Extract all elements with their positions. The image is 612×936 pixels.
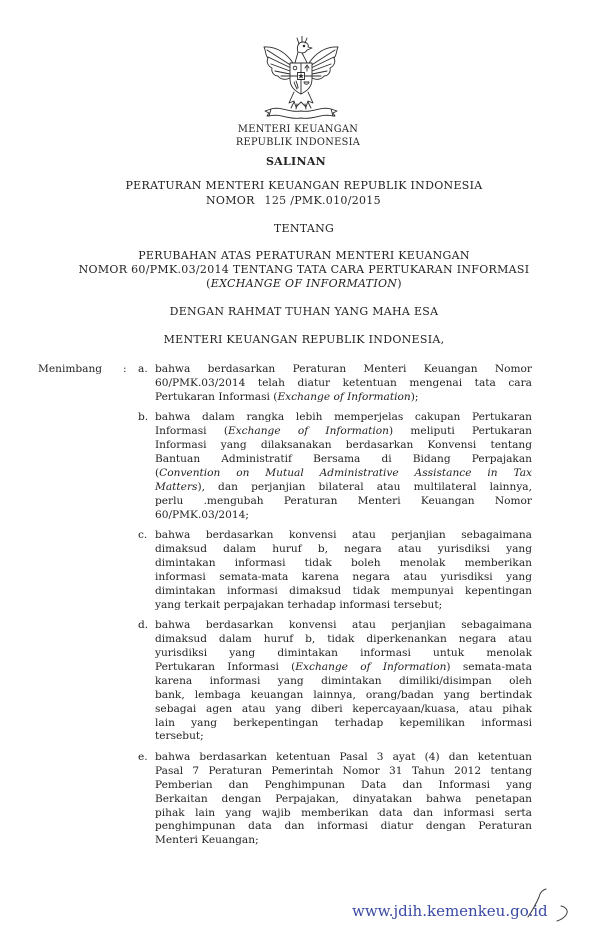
text-line: informasi semata-mata karena negara atau yurisdiksi yang xyxy=(155,570,532,583)
italic-term: Convention on Mutual Administrative Assistance in Tax xyxy=(159,466,532,479)
item-letter: a. xyxy=(138,363,148,375)
text-line xyxy=(76,277,532,291)
text-segment: Pertukaran Informasi ( xyxy=(155,660,296,673)
about-heading: TENTANG xyxy=(273,222,335,235)
item-text xyxy=(155,529,532,612)
considerations-list xyxy=(136,363,532,855)
text-line: sebagai agen atau yang diberi kepercayaan/kuasa, atau pihak xyxy=(155,702,532,715)
text-line: pihak lain yang wajib memberikan data dan informasi serta xyxy=(155,806,532,819)
text-line: lain yang berkepentingan terhadap kepemilikan informasi xyxy=(155,716,532,729)
text-line: bahwa berdasarkan konvensi atau perjanjian sebagaimana xyxy=(155,529,532,542)
text-segment: Pertukaran Informasi ( xyxy=(155,390,278,403)
item-text xyxy=(155,619,532,744)
text-line: dimaksud dalam huruf b, negara atau yurisdiksi yang xyxy=(155,543,532,556)
emblem-claws xyxy=(291,102,311,109)
text-line: 60/PMK.03/2014 telah diatur ketentuan mengenai tata cara xyxy=(155,376,532,389)
text-line: tersebut; xyxy=(155,730,204,743)
text-line xyxy=(155,481,532,495)
initial-stroke-2 xyxy=(557,906,567,921)
item-text xyxy=(155,363,532,405)
item-text xyxy=(155,751,532,848)
garuda-emblem-icon xyxy=(259,36,343,122)
text-line: perlu .mengubah Peraturan Menteri Keuangan Nomor xyxy=(155,494,532,507)
text-segment: ( xyxy=(206,277,211,290)
considerations-separator: : xyxy=(123,363,127,375)
text-line: dimintakan informasi dimaksud tidak mempunyai kepentingan xyxy=(155,584,532,597)
text-line: dimaksud dalam huruf b, tidak diperkenankan negara atau xyxy=(155,633,532,646)
italic-term: EXCHANGE OF INFORMATION xyxy=(210,277,398,290)
consideration-item xyxy=(136,529,532,612)
item-letter: b. xyxy=(138,411,149,424)
text-line: NOMOR 60/PMK.03/2014 TENTANG TATA CARA PERTUKARAN INFORMASI xyxy=(78,263,530,276)
emblem-left-wing xyxy=(264,47,293,79)
emblem-neck xyxy=(295,52,307,63)
italic-term: Exchange of Information xyxy=(277,390,411,403)
text-line: Menteri Keuangan; xyxy=(155,834,259,847)
emblem-eye xyxy=(303,45,305,47)
emblem-ribbon xyxy=(269,108,333,118)
initial-stroke-1 xyxy=(528,889,546,917)
consideration-item xyxy=(136,411,532,522)
item-letter: c. xyxy=(138,529,148,542)
item-letter: d. xyxy=(138,619,149,632)
text-line: bahwa berdasarkan konvensi atau perjanjian sebagaimana xyxy=(155,619,532,632)
text-line: 60/PMK.03/2014; xyxy=(155,508,249,521)
text-line: Bantuan Administratif Bersama di Bidang Perpajakan xyxy=(155,453,532,466)
regulation-number: 125 xyxy=(264,194,287,207)
regulation-number-label: NOMOR xyxy=(206,194,255,207)
emblem-right-wing xyxy=(309,47,338,79)
emblem-left-wing-feathers xyxy=(267,50,292,76)
text-line: bahwa berdasarkan ketentuan Pasal 3 ayat (4) dan ketentuan xyxy=(155,750,532,763)
italic-term: Matters xyxy=(155,480,198,493)
text-segment: Informasi ( xyxy=(155,425,228,438)
considerations-label: Menimbang xyxy=(38,363,103,375)
enacting-authority: MENTERI KEUANGAN REPUBLIK INDONESIA, xyxy=(163,333,445,346)
jdih-website-link[interactable]: www.jdih.kemenkeu.go.id xyxy=(352,902,548,920)
item-letter: e. xyxy=(138,750,148,763)
text-line: Berkaitan dengan Perpajakan, dinyatakan bahwa penetapan xyxy=(155,792,532,805)
copy-label: SALINAN xyxy=(265,155,327,168)
text-segment: ) meliputi Pertukaran xyxy=(389,425,532,438)
text-line: bahwa berdasarkan Peraturan Menteri Keuangan Nomor xyxy=(155,363,532,375)
text-line: PERUBAHAN ATAS PERATURAN MENTERI KEUANGAN xyxy=(138,249,470,262)
text-line xyxy=(155,661,532,675)
text-line: yang terkait perpajakan terhadap informasi tersebut; xyxy=(155,598,443,611)
letterhead-line-2: REPUBLIK INDONESIA xyxy=(235,136,361,148)
text-line: dimintakan informasi tidak boleh menolak memberikan xyxy=(155,556,532,569)
regulation-subject xyxy=(76,249,532,291)
text-line xyxy=(155,467,532,481)
text-line xyxy=(155,425,532,439)
regulation-title: PERATURAN MENTERI KEUANGAN REPUBLIK INDONESIA xyxy=(125,179,483,192)
text-line: bank, lembaga keuangan lainnya, orang/badan yang bertindak xyxy=(155,688,532,701)
italic-term: Exchange of Information xyxy=(227,425,389,438)
emblem-right-wing-feathers xyxy=(310,50,335,76)
text-line: Informasi yang dilaksanakan berdasarkan Konvensi tentang xyxy=(155,439,532,452)
emblem-head xyxy=(297,42,312,53)
consideration-item xyxy=(136,751,532,848)
text-segment: ); xyxy=(410,390,419,403)
preamble: DENGAN RAHMAT TUHAN YANG MAHA ESA xyxy=(169,305,439,318)
regulation-number-suffix: /PMK.010/2015 xyxy=(290,194,381,207)
text-line xyxy=(155,391,532,405)
text-line: Pasal 7 Peraturan Pemerintah Nomor 31 Tahun 2012 tentang xyxy=(155,764,532,777)
handwritten-initial-icon xyxy=(520,884,580,926)
text-segment: ) semata-mata xyxy=(446,660,533,673)
text-line: penghimpunan data dan informasi diatur dengan Peraturan xyxy=(155,820,532,833)
consideration-item xyxy=(136,619,532,744)
text-line: Pemberian dan Penghimpunan Data dan Informasi yang xyxy=(155,778,532,791)
letterhead-line-1: MENTERI KEUANGAN xyxy=(237,124,359,135)
letterhead xyxy=(198,124,398,149)
text-line: bahwa dalam rangka lebih memperjelas cakupan Pertukaran xyxy=(155,411,532,424)
text-line: karena informasi yang dimintakan dimiliki/disimpan oleh xyxy=(155,674,532,687)
text-segment: ) xyxy=(397,277,402,290)
text-line: yurisdiksi yang dimintakan informasi untuk menolak xyxy=(155,647,532,659)
regulation-number-line xyxy=(206,194,381,208)
text-segment: ), dan perjanjian bilateral atau multilateral lainnya, xyxy=(197,480,532,493)
italic-term: Exchange of Information xyxy=(295,660,447,673)
item-text xyxy=(155,411,532,522)
consideration-item xyxy=(136,363,532,405)
text-segment: ( xyxy=(155,466,160,479)
